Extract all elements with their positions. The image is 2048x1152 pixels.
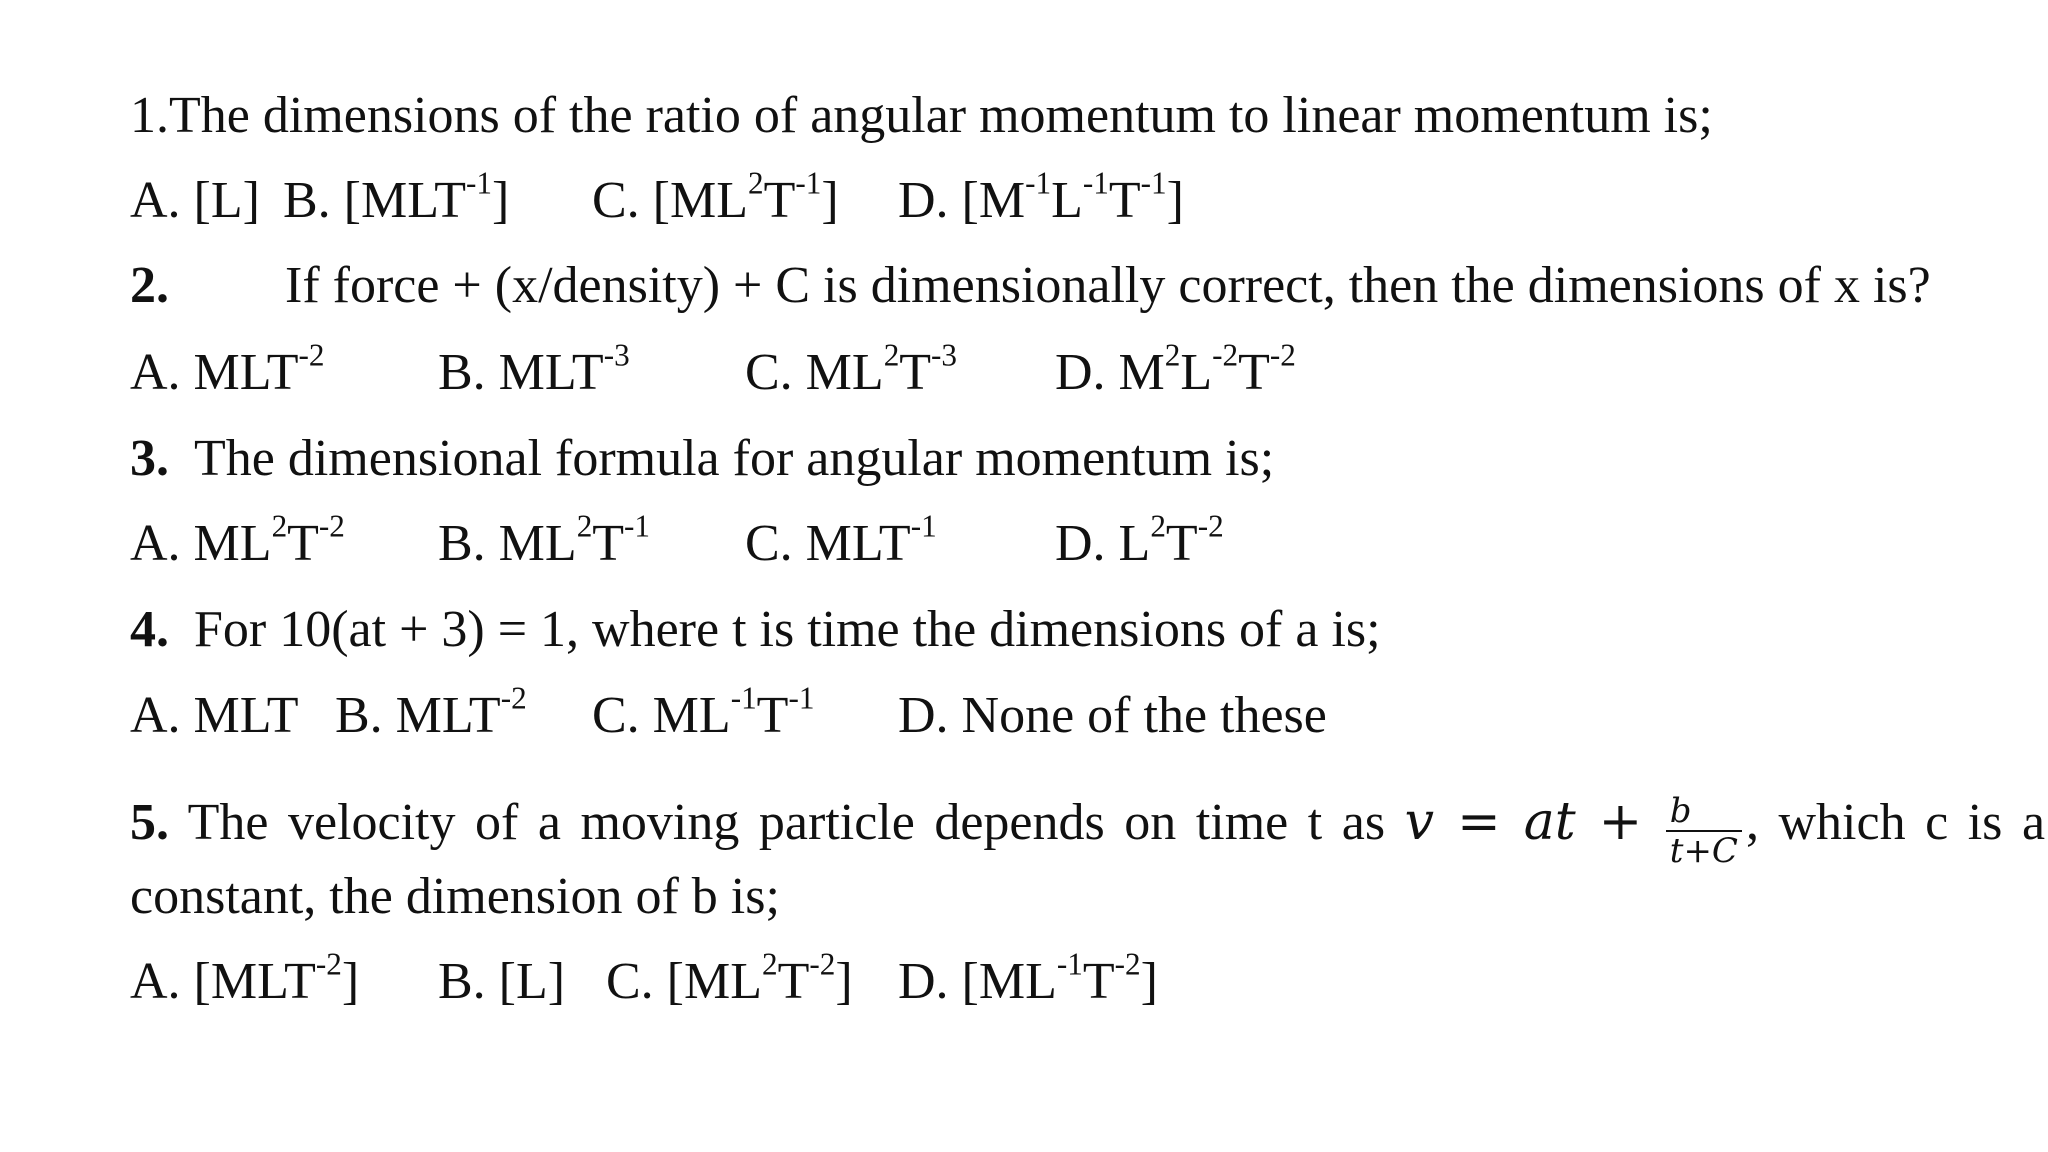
option-d: D. $L^2T^{-2}$ — [1055, 508, 1224, 572]
question-5-line-2: constant, the dimension of b is; — [130, 868, 780, 925]
question-4 — [130, 599, 1381, 661]
comma: , — [1745, 793, 1759, 851]
option-d: D. $M^2L^{-2}T^{-2}$ — [1055, 337, 1296, 401]
question-2-text: If force + (x/density) + C is dimensionally correct, then the dimensions of x is? — [285, 257, 1931, 314]
option-b: B. [L] — [438, 953, 566, 1010]
option-d: D. $[ML^{-1}T^{-2}]$ — [898, 946, 1158, 1010]
question-3 — [130, 428, 1275, 490]
option-b: B. $[MLT^{-1}]$ — [283, 165, 510, 229]
question-5-number: 5. — [130, 793, 169, 851]
option-a: A. $ML^2T^{-2}$ — [130, 508, 345, 572]
option-c: C. $MLT^{-1}$ — [745, 508, 937, 572]
question-4-text: For 10(at + 3) = 1, where t is time the dimensions of a is; — [194, 601, 1381, 658]
fraction — [1666, 792, 1742, 870]
question-3-number: 3. — [130, 430, 169, 487]
question-3-text: The dimensional formula for angular momentum is; — [194, 430, 1275, 487]
fraction-denominator: t+C — [1666, 830, 1742, 870]
question-5-text-after: which c is a — [1778, 793, 2046, 851]
question-5-text-before: The velocity of a moving particle depends on time t as — [187, 793, 1386, 851]
option-c: C. $ML^2T^{-3}$ — [745, 337, 958, 401]
question-5 — [130, 788, 2046, 871]
option-c: C. $[ML^2T^{-1}]$ — [592, 165, 839, 229]
velocity-equation: v = at + — [1404, 791, 1643, 852]
question-2-number: 2. — [130, 257, 169, 314]
option-a: A. MLT — [130, 687, 299, 744]
fraction-numerator: b — [1669, 791, 1692, 831]
option-d: D. None of the these — [898, 687, 1327, 744]
option-b: B. $MLT^{-2}$ — [335, 680, 527, 744]
option-c: C. $ML^{-1}T^{-1}$ — [592, 680, 815, 744]
option-b: B. $ML^2T^{-1}$ — [438, 508, 651, 572]
option-a: A. $[MLT^{-2}]$ — [130, 946, 360, 1010]
question-1-text: 1.The dimensions of the ratio of angular momentum to linear momentum is; — [130, 87, 1713, 144]
question-2 — [130, 255, 1931, 317]
question-4-number: 4. — [130, 601, 169, 658]
option-c: C. $[ML^2T^{-2}]$ — [606, 946, 853, 1010]
option-d: D. $[M^{-1}L^{-1}T^{-1}]$ — [898, 165, 1184, 229]
option-a: A. [L] — [130, 172, 260, 229]
option-b: B. $MLT^{-3}$ — [438, 337, 630, 401]
option-a: A. $MLT^{-2}$ — [130, 337, 325, 401]
